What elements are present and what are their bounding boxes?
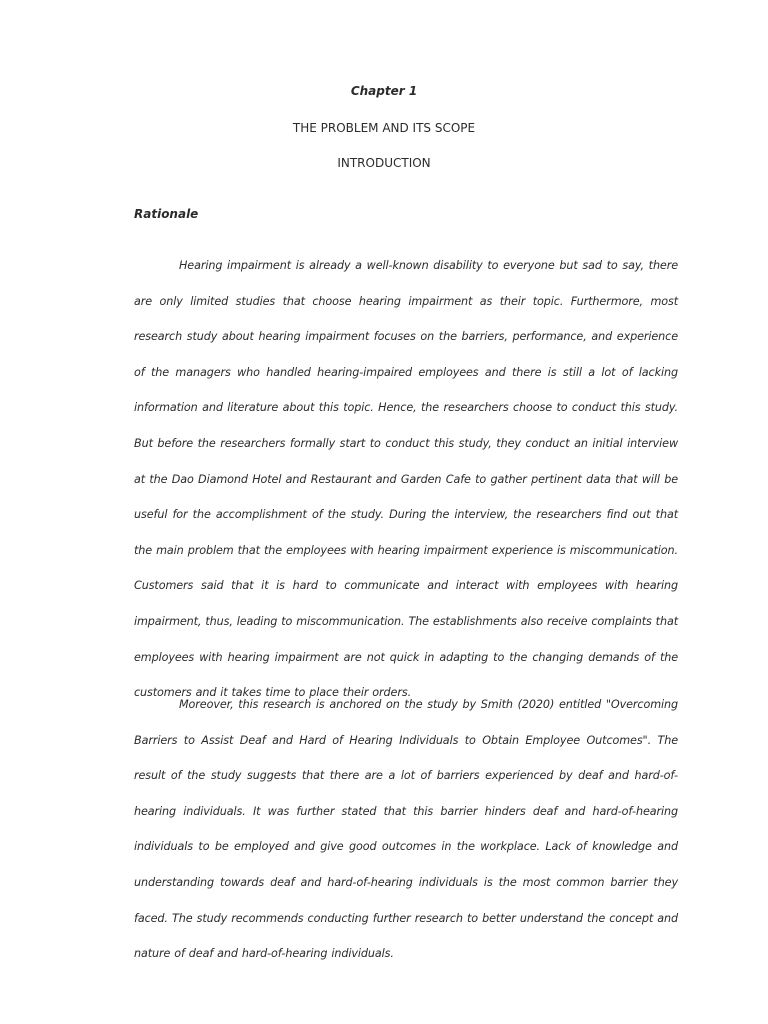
paragraph-1: Hearing impairment is already a well-known disability to everyone but sad to say, there are only limited studies that choose hearing impairment as their topic. Furthermore, most research study about hearing impairment focuses on the barriers, performance, and experience of the managers who handled hearing-impaired employees and there is still a lot of lacking information and literature about this topic. Hence, the researchers choose to conduct this study. But before the researchers formally start to conduct this study, they conduct an initial interview at the Dao Diamond Hotel and Restaurant and Garden Cafe to gather pertinent data that will be useful for the accomplishment of the study. During the interview, the researchers find out that the main problem that the employees with hearing impairment experience is miscommunication. Customers said that it is hard to communicate and interact with employees with hearing impairment, thus, leading to miscommunication. The establishments also receive complaints that employees with hearing impairment are not quick in adapting to the changing demands of the customers and it takes time to place their orders. [134, 259, 678, 700]
chapter-title: THE PROBLEM AND ITS SCOPE [292, 121, 476, 135]
chapter-label: Chapter 1 [350, 84, 418, 98]
section-title: INTRODUCTION [337, 156, 431, 170]
paragraph-2: Moreover, this research is anchored on the study by Smith (2020) entitled "Overcoming Barriers to Assist Deaf and Hard of Hearing Individuals to Obtain Employee Outcomes". The result of the study suggests that there are a lot of barriers experienced by deaf and hard-of-hearing individuals. It was further stated that this barrier hinders deaf and hard-of-hearing individuals to be employed and give good outcomes in the workplace. Lack of knowledge and understanding towards deaf and hard-of-hearing individuals is the most common barrier they faced. The study recommends conducting further research to better understand the concept and nature of deaf and hard-of-hearing individuals. [134, 698, 678, 961]
subheading-rationale: Rationale [134, 207, 199, 221]
